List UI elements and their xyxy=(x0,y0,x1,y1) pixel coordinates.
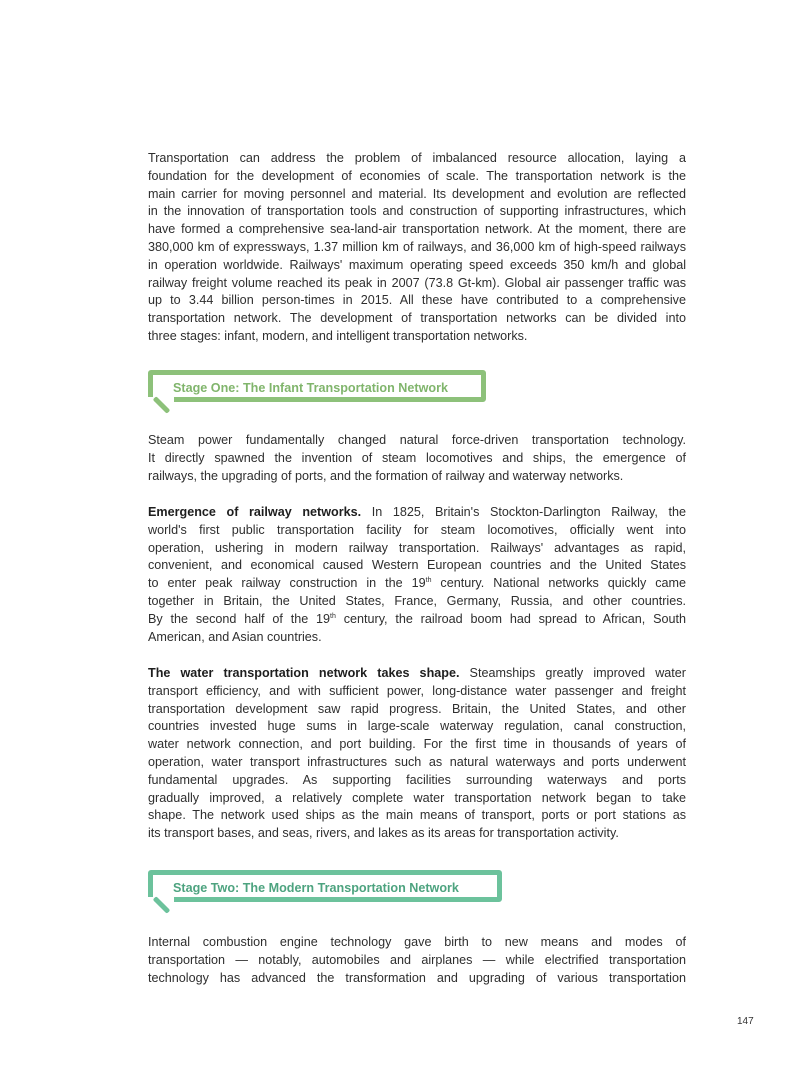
intro-paragraph xyxy=(148,150,686,346)
text-run: technology has advanced the transformation and upgrading of various transportation xyxy=(148,970,686,985)
text-line xyxy=(148,593,686,611)
text-line xyxy=(148,970,686,988)
text-run: together in Britain, the United States, France, Germany, Russia, and other countries. xyxy=(148,593,686,608)
stage-one-callout xyxy=(148,370,486,402)
text-run: fundamental upgrades. As supporting facilities surrounding waterways and ports xyxy=(148,772,686,787)
page-number: 147 xyxy=(737,1016,754,1027)
steam-paragraph xyxy=(148,432,686,485)
text-run: operation, ushering in modern railway transportation. Railways' advantages as rapid, xyxy=(148,540,686,555)
text-run: Internal combustion engine technology gave birth to new means and modes of xyxy=(148,935,686,949)
text-line xyxy=(148,432,686,450)
text-run: transportation development saw rapid progress. Britain, the United States, and other xyxy=(148,701,686,716)
text-run: Steam power fundamentally changed natural force-driven transportation technology. xyxy=(148,433,686,447)
text-line xyxy=(148,772,686,790)
text-line xyxy=(148,575,686,593)
text-run: countries invested huge sums in large-scale waterway regulation, canal construction, xyxy=(148,719,686,734)
text-run: transport efficiency, and with sufficient power, long-distance water passenger and freight xyxy=(148,683,686,698)
superscript: th xyxy=(425,577,432,585)
text-line xyxy=(148,275,686,293)
text-line xyxy=(148,540,686,558)
railway-paragraph xyxy=(148,504,686,646)
text-run: transportation network. The development of transportation networks can be divided into xyxy=(148,311,686,326)
superscript: th xyxy=(330,612,336,620)
text-run: shape. The network used ships as the main means of transport, ports or port stations as xyxy=(148,808,686,823)
text-run: three stages: infant, modern, and intelligent transportation networks. xyxy=(148,328,528,343)
text-line xyxy=(148,683,686,701)
text-run: foundation for the development of economies of scale. The transportation network is the xyxy=(148,168,686,183)
text-run: have formed a comprehensive sea-land-air transportation network. At the moment, there are xyxy=(148,222,686,237)
text-run: 380,000 km of expressways, 1.37 million km of railways, and 36,000 km of high-speed railways xyxy=(148,239,686,254)
text-run: American, and Asian countries. xyxy=(148,629,322,644)
text-line xyxy=(148,665,686,683)
text-run: It directly spawned the invention of steam locomotives and ships, the emergence of xyxy=(148,450,686,465)
text-line xyxy=(148,807,686,825)
text-run: main carrier for moving personnel and material. Its development and evolution are reflected xyxy=(148,186,686,201)
text-line xyxy=(148,825,686,843)
text-run: century. National networks quickly came xyxy=(431,576,687,591)
text-run: In 1825, Britain's Stockton-Darlington Railway, the xyxy=(361,505,686,519)
text-run: to enter peak railway construction in the 19 xyxy=(148,576,426,591)
text-run: in operation worldwide. Railways' maximum operating speed exceeds 350 km/h and global xyxy=(148,257,686,272)
text-run: Steamships greatly improved water xyxy=(459,666,686,680)
text-line xyxy=(148,790,686,808)
text-line xyxy=(148,168,686,186)
text-line xyxy=(148,736,686,754)
text-line xyxy=(148,629,686,647)
text-line xyxy=(148,468,686,486)
water-paragraph xyxy=(148,665,686,843)
text-line xyxy=(148,239,686,257)
text-run: By the second half of the 19 xyxy=(148,611,331,626)
text-run: water network connection, and port building. For the first time in thousands of years of xyxy=(148,737,686,752)
text-run: in the innovation of transportation tools and construction of supporting infrastructures, which xyxy=(148,204,686,219)
text-run: gradually improved, a relatively complete water transportation network began to take xyxy=(148,790,686,805)
text-line xyxy=(148,186,686,204)
text-line xyxy=(148,557,686,575)
text-line xyxy=(148,611,686,629)
text-line xyxy=(148,718,686,736)
text-line xyxy=(148,504,686,522)
text-line xyxy=(148,450,686,468)
text-line xyxy=(148,257,686,275)
text-line xyxy=(148,328,686,346)
stage-two-heading: Stage Two: The Modern Transportation Network xyxy=(173,881,459,895)
text-line xyxy=(148,952,686,970)
text-line xyxy=(148,701,686,719)
text-run: operation, water transport infrastructures such as natural waterways and ports underwent xyxy=(148,754,686,769)
stage-one-heading: Stage One: The Infant Transportation Network xyxy=(173,381,448,395)
text-run: transportation — notably, automobiles and airplanes — while electrified transportation xyxy=(148,952,686,967)
text-run: up to 3.44 billion person-times in 2015. All these have contributed to a comprehensive xyxy=(148,293,686,308)
text-run: railways, the upgrading of ports, and the formation of railway and waterway networks. xyxy=(148,468,624,483)
text-line xyxy=(148,150,686,168)
text-line xyxy=(148,522,686,540)
text-line xyxy=(148,754,686,772)
text-run: railway freight volume reached its peak in 2007 (73.8 Gt-km). Global air passenger traffic was xyxy=(148,275,686,290)
text-line xyxy=(148,292,686,310)
text-run: century, the railroad boom had spread to African, South xyxy=(335,611,687,626)
bold-lead-in: The water transportation network takes shape. xyxy=(148,666,460,680)
text-line xyxy=(148,221,686,239)
text-line xyxy=(148,310,686,328)
combustion-paragraph xyxy=(148,934,686,987)
text-line xyxy=(148,203,686,221)
text-run: world's first public transportation facility for steam locomotives, officially went into xyxy=(148,522,686,537)
text-line xyxy=(148,934,686,952)
text-run: Transportation can address the problem of imbalanced resource allocation, laying a xyxy=(148,151,686,165)
stage-two-callout xyxy=(148,870,502,902)
text-run: convenient, and economical caused Western European countries and the United States xyxy=(148,558,686,573)
bold-lead-in: Emergence of railway networks. xyxy=(148,505,362,519)
text-run: its transport bases, and seas, rivers, and lakes as its areas for transportation activity. xyxy=(148,826,619,841)
